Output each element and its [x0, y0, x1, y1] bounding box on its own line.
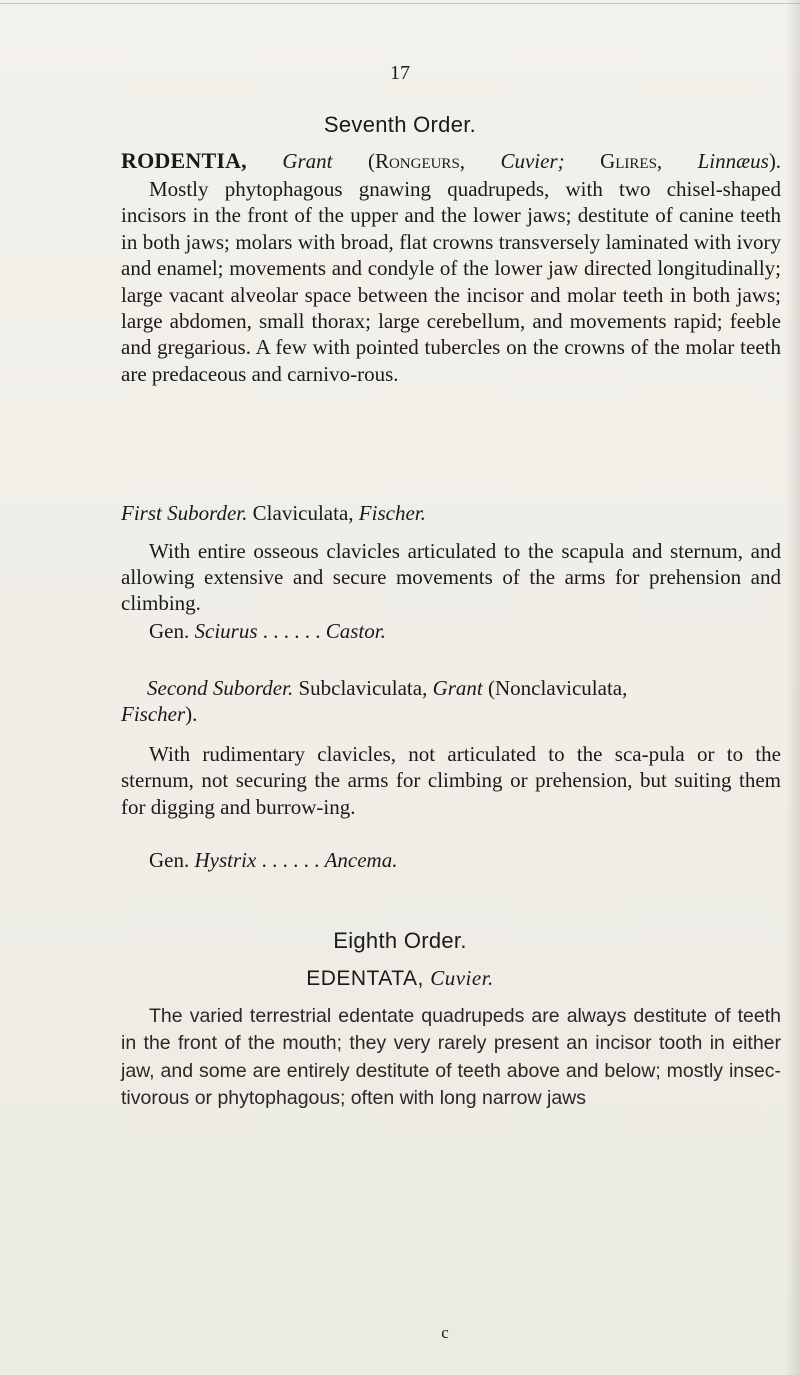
gen-dots: . . . . . . — [257, 619, 326, 643]
edentata-author: Cuvier. — [430, 966, 494, 990]
eighth-order-title: Eighth Order. — [333, 928, 467, 953]
second-suborder-genera — [149, 847, 749, 873]
claviculata-name: Claviculata, — [252, 501, 354, 525]
gen-prefix: Gen. — [149, 619, 190, 643]
page-right-shadow — [786, 0, 800, 1375]
rodentia-heading — [121, 148, 781, 174]
second-suborder-label: Second Suborder. — [147, 676, 294, 700]
linnaeus-name: Linnæus — [697, 149, 769, 173]
first-suborder-heading — [121, 500, 781, 526]
edentata-description: The varied terrestrial edentate quadrupeds are always destitute of teeth in the front of the mouth; they very rarely present an incisor tooth in either jaw, and some are entirely destitute of teeth above and below; mostly insec-tivorous or phytophagous; often with long narrow jaws — [121, 1005, 781, 1110]
first-suborder-genera — [149, 618, 749, 644]
first-suborder-description: With entire osseous clavicles articulated to the scapula and sternum, and allowing extensive and secure movements of the arms for prehension and climbing. — [121, 539, 781, 615]
genus-castor: Castor. — [325, 619, 386, 643]
page-top-edge — [0, 3, 800, 4]
second-suborder-heading — [147, 675, 787, 701]
second-suborder-description: With rudimentary clavicles, not articulated to the sca-pula or to the sternum, not securing the arms for climbing or prehension, but suiting them for digging and burrow-ing. — [121, 742, 781, 819]
signature-mark: c — [441, 1323, 449, 1342]
rodentia-grant: Grant — [282, 149, 333, 173]
paren-open: ( — [367, 149, 375, 173]
nonclaviculata-name: (Nonclaviculata, — [488, 676, 628, 700]
paren-close-2: ). — [185, 702, 198, 726]
first-suborder-label: First Suborder. — [121, 501, 248, 525]
subclaviculata-name: Subclaviculata, — [298, 676, 428, 700]
edentata-name: EDENTATA, — [306, 967, 424, 990]
genus-ancema: Ancema. — [324, 848, 398, 872]
rodentia-description: Mostly phytophagous gnawing quadrupeds, with two chisel-shaped incisors in the front of the upper and the lower jaws; destitute of canine teeth in both jaws; molars with broad, flat crowns transversely laminated with ivory and enamel; movements and condyle of the lower jaw directed longitudinally; large vacant alveolar space between the incisor and molar teeth in both jaws; large abdomen, small thorax; large cerebellum, and movements rapid; feeble and gregarious. A few with pointed tubercles on the crowns of the molar teeth are predaceous and carnivo-rous. — [121, 177, 781, 386]
grant-author: Grant — [432, 676, 483, 700]
genus-sciurus: Sciurus — [194, 619, 258, 643]
fischer-author: Fischer. — [358, 501, 426, 525]
page-number: 17 — [390, 62, 410, 84]
edentata-heading — [0, 966, 800, 991]
rodentia-name: RODENTIA, — [121, 148, 247, 173]
paren-close: ). — [768, 149, 782, 173]
genus-hystrix: Hystrix — [194, 848, 257, 872]
second-suborder-heading-cont — [121, 701, 781, 727]
cuvier-name: Cuvier; — [500, 149, 565, 173]
fischer-author-2: Fischer — [121, 702, 186, 726]
rongeurs-name: Rongeurs, — [374, 149, 466, 173]
gen-dots-2: . . . . . . — [256, 848, 325, 872]
glires-name: Glires, — [600, 149, 663, 173]
gen-prefix-2: Gen. — [149, 848, 190, 872]
seventh-order-title: Seventh Order. — [323, 112, 477, 137]
